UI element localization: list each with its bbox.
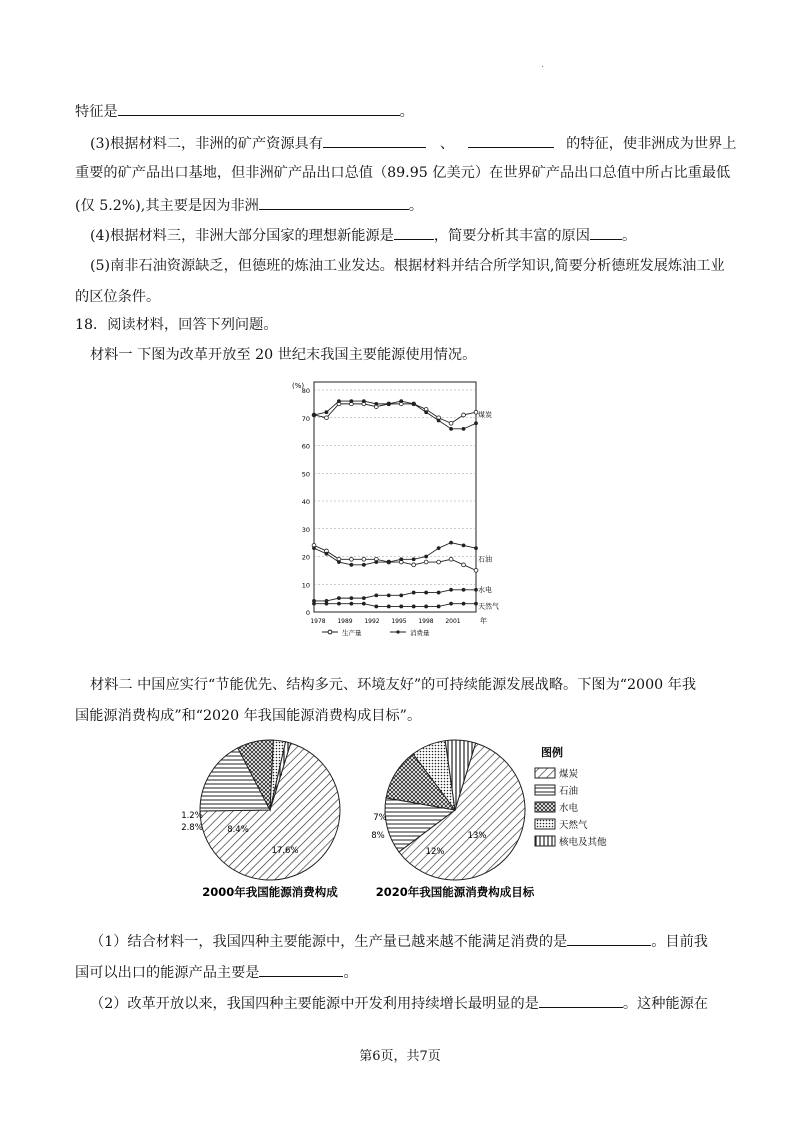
data-point bbox=[450, 427, 453, 430]
legend-label: 天然气 bbox=[559, 820, 588, 831]
energy-usage-line-chart bbox=[290, 374, 515, 648]
y-tick-label: 70 bbox=[301, 414, 310, 423]
question-4 bbox=[90, 224, 636, 246]
material-1-caption: 材料一 下图为改革开放至 20 世纪末我国主要能源使用情况。 bbox=[90, 347, 477, 363]
plot-frame bbox=[314, 382, 476, 612]
y-tick-label: 40 bbox=[301, 498, 310, 506]
data-point bbox=[425, 411, 428, 414]
answer-blank[interactable] bbox=[539, 992, 623, 1008]
data-point bbox=[449, 421, 453, 425]
legend-label: 石油 bbox=[559, 786, 579, 797]
legend-label: 核电及其他 bbox=[559, 837, 607, 848]
legend-swatch bbox=[535, 802, 555, 812]
y-tick-label: 10 bbox=[301, 581, 310, 590]
text: 。目前我 bbox=[651, 934, 708, 950]
x-tick-label: 1998 bbox=[418, 618, 434, 625]
y-axis-label: (%) bbox=[292, 382, 305, 390]
data-point bbox=[337, 561, 340, 564]
slice-label: 17.6% bbox=[271, 846, 299, 856]
answer-blank[interactable] bbox=[323, 132, 426, 148]
material-2-line2: 国能源消费构成”和“2020 年我国能源消费构成目标”。 bbox=[75, 708, 422, 724]
text: 。这种能源在 bbox=[622, 996, 708, 1012]
text: 的特征，使非洲成为世界上 bbox=[566, 136, 737, 152]
answer-blank[interactable] bbox=[394, 224, 434, 240]
y-tick-label: 30 bbox=[301, 525, 310, 534]
energy-pie-charts bbox=[170, 738, 630, 912]
data-point bbox=[375, 605, 378, 608]
answer-blank[interactable] bbox=[259, 961, 343, 977]
data-point bbox=[387, 594, 390, 597]
data-point bbox=[325, 411, 328, 414]
line-chart-svg bbox=[290, 374, 515, 644]
question-5-line2: 的区位条件。 bbox=[75, 289, 161, 305]
legend-label: 水电 bbox=[559, 803, 579, 814]
data-point bbox=[350, 400, 353, 403]
data-point bbox=[450, 602, 453, 605]
legend-swatch bbox=[535, 768, 555, 778]
data-point bbox=[375, 561, 378, 564]
text: （2）改革开放以来，我国四种主要能源中开发利用持续增长最明显的是 bbox=[90, 996, 539, 1012]
answer-blank[interactable] bbox=[259, 194, 409, 210]
y-tick-label: 80 bbox=[301, 387, 310, 395]
data-point bbox=[313, 413, 316, 416]
question-3-line3 bbox=[75, 194, 423, 216]
data-point bbox=[362, 557, 366, 561]
legend-label: 煤炭 bbox=[559, 769, 579, 780]
legend-swatch bbox=[535, 836, 555, 846]
x-tick-label: 1995 bbox=[391, 618, 407, 625]
text: 。 bbox=[399, 104, 414, 120]
data-point bbox=[462, 588, 465, 591]
pie-charts-svg bbox=[170, 738, 630, 908]
data-point bbox=[412, 558, 415, 561]
y-tick-label: 0 bbox=[305, 609, 310, 617]
data-point bbox=[362, 602, 365, 605]
y-tick-label: 60 bbox=[301, 442, 310, 451]
scan-dot: · bbox=[541, 62, 545, 73]
y-tick-label: 20 bbox=[301, 553, 310, 562]
data-point bbox=[362, 400, 365, 403]
data-point bbox=[425, 591, 428, 594]
text: 。 bbox=[343, 965, 358, 981]
data-point bbox=[437, 419, 440, 422]
legend-marker bbox=[396, 630, 399, 633]
data-point bbox=[412, 402, 415, 405]
data-point bbox=[462, 427, 465, 430]
data-point bbox=[362, 597, 365, 600]
text: 国可以出口的能源产品主要是 bbox=[75, 965, 260, 981]
data-point bbox=[313, 547, 316, 550]
data-point bbox=[325, 416, 329, 420]
material-2-line1: 材料二 中国应实行“节能优先、结构多元、环境友好”的可持续能源发展战略。下图为“2000 年我 bbox=[90, 677, 697, 693]
slice-label: 7% bbox=[373, 813, 387, 823]
line-characteristic bbox=[75, 100, 414, 122]
data-point bbox=[437, 591, 440, 594]
data-point bbox=[350, 597, 353, 600]
data-point bbox=[375, 402, 378, 405]
answer-blank[interactable] bbox=[468, 132, 554, 148]
data-point bbox=[474, 568, 478, 572]
data-point bbox=[425, 555, 428, 558]
legend-swatch bbox=[535, 819, 555, 829]
data-point bbox=[450, 541, 453, 544]
y-tick-label: 50 bbox=[301, 470, 310, 479]
data-point bbox=[350, 602, 353, 605]
data-point bbox=[400, 605, 403, 608]
text: (仅 5.2%),其主要是因为非洲 bbox=[75, 198, 259, 214]
series-line bbox=[314, 404, 476, 423]
x-tick-label: 1989 bbox=[337, 618, 353, 625]
data-point bbox=[462, 602, 465, 605]
series-label: 水电 bbox=[478, 585, 492, 594]
series-label: 石油 bbox=[478, 555, 492, 564]
data-point bbox=[425, 605, 428, 608]
question-18-2 bbox=[90, 992, 708, 1014]
data-point bbox=[325, 552, 328, 555]
question-18-1-line2 bbox=[75, 961, 358, 983]
data-point bbox=[337, 597, 340, 600]
data-point bbox=[462, 413, 466, 417]
x-tick-label: 1992 bbox=[364, 618, 380, 625]
data-point bbox=[400, 558, 403, 561]
text: ，简要分析其丰富的原因 bbox=[433, 228, 590, 244]
data-point bbox=[437, 605, 440, 608]
legend-label: 消费量 bbox=[410, 629, 430, 637]
text: 特征是 bbox=[75, 104, 118, 120]
text: 。 bbox=[621, 228, 637, 244]
data-point bbox=[424, 560, 428, 564]
series-label: 天然气 bbox=[478, 602, 499, 611]
data-point bbox=[412, 605, 415, 608]
slice-label: 8% bbox=[371, 831, 385, 841]
data-point bbox=[313, 602, 316, 605]
answer-blank[interactable] bbox=[567, 930, 651, 946]
data-point bbox=[412, 591, 415, 594]
text: 、 bbox=[439, 136, 455, 152]
data-point bbox=[387, 402, 390, 405]
text: (4)根据材料三，非洲大部分国家的理想新能源是 bbox=[90, 228, 394, 244]
text: 。 bbox=[408, 198, 424, 214]
series-label: 煤炭 bbox=[478, 410, 492, 419]
data-point bbox=[412, 563, 416, 567]
legend-swatch bbox=[535, 785, 555, 795]
text: (3)根据材料二，非洲的矿产资源具有 bbox=[90, 136, 323, 152]
legend-label: 生产量 bbox=[342, 629, 362, 637]
x-tick-label: 1978 bbox=[310, 618, 326, 625]
data-point bbox=[449, 557, 453, 561]
data-point bbox=[349, 557, 353, 561]
data-point bbox=[325, 602, 328, 605]
data-point bbox=[337, 400, 340, 403]
data-point bbox=[337, 602, 340, 605]
x-axis-unit: 年 bbox=[480, 617, 487, 625]
question-18-1-line1 bbox=[90, 930, 708, 952]
data-point bbox=[450, 588, 453, 591]
slice-label: 8.4% bbox=[227, 825, 249, 835]
slice-label: 2.8% bbox=[181, 823, 203, 833]
slice-label: 13% bbox=[467, 831, 487, 841]
question-3-line1 bbox=[90, 132, 736, 154]
question-18-heading: 18．阅读材料，回答下列问题。 bbox=[75, 317, 278, 333]
data-point bbox=[362, 563, 365, 566]
data-point bbox=[475, 422, 478, 425]
answer-blank[interactable] bbox=[118, 100, 400, 116]
data-point bbox=[437, 560, 441, 564]
data-point bbox=[462, 544, 465, 547]
legend-marker bbox=[328, 630, 332, 634]
x-tick-label: 2001 bbox=[445, 618, 461, 625]
legend-title: 图例 bbox=[541, 746, 563, 759]
page-footer: 第6页，共7页 bbox=[359, 1049, 441, 1064]
data-point bbox=[400, 594, 403, 597]
data-point bbox=[375, 594, 378, 597]
data-point bbox=[350, 563, 353, 566]
data-point bbox=[387, 605, 390, 608]
answer-blank[interactable] bbox=[590, 224, 622, 240]
pie-title: 2020年我国能源消费构成目标 bbox=[375, 885, 535, 899]
data-point bbox=[462, 563, 466, 567]
data-point bbox=[400, 400, 403, 403]
data-point bbox=[475, 547, 478, 550]
pie-title: 2000年我国能源消费构成 bbox=[202, 885, 338, 899]
text: （1）结合材料一，我国四种主要能源中，生产量已越来越不能满足消费的是 bbox=[90, 934, 568, 950]
slice-label: 12% bbox=[425, 847, 445, 857]
data-point bbox=[437, 547, 440, 550]
data-point bbox=[387, 561, 390, 564]
question-5-line1: (5)南非石油资源缺乏，但德班的炼油工业发达。根据材料并结合所学知识,简要分析德班发展炼油工业 bbox=[90, 258, 725, 274]
question-3-line2: 重要的矿产品出口基地，但非洲矿产品出口总值（89.95 亿美元）在世界矿产品出口总值中所占比重最低 bbox=[75, 165, 731, 181]
slice-label: 1.2% bbox=[181, 811, 203, 821]
